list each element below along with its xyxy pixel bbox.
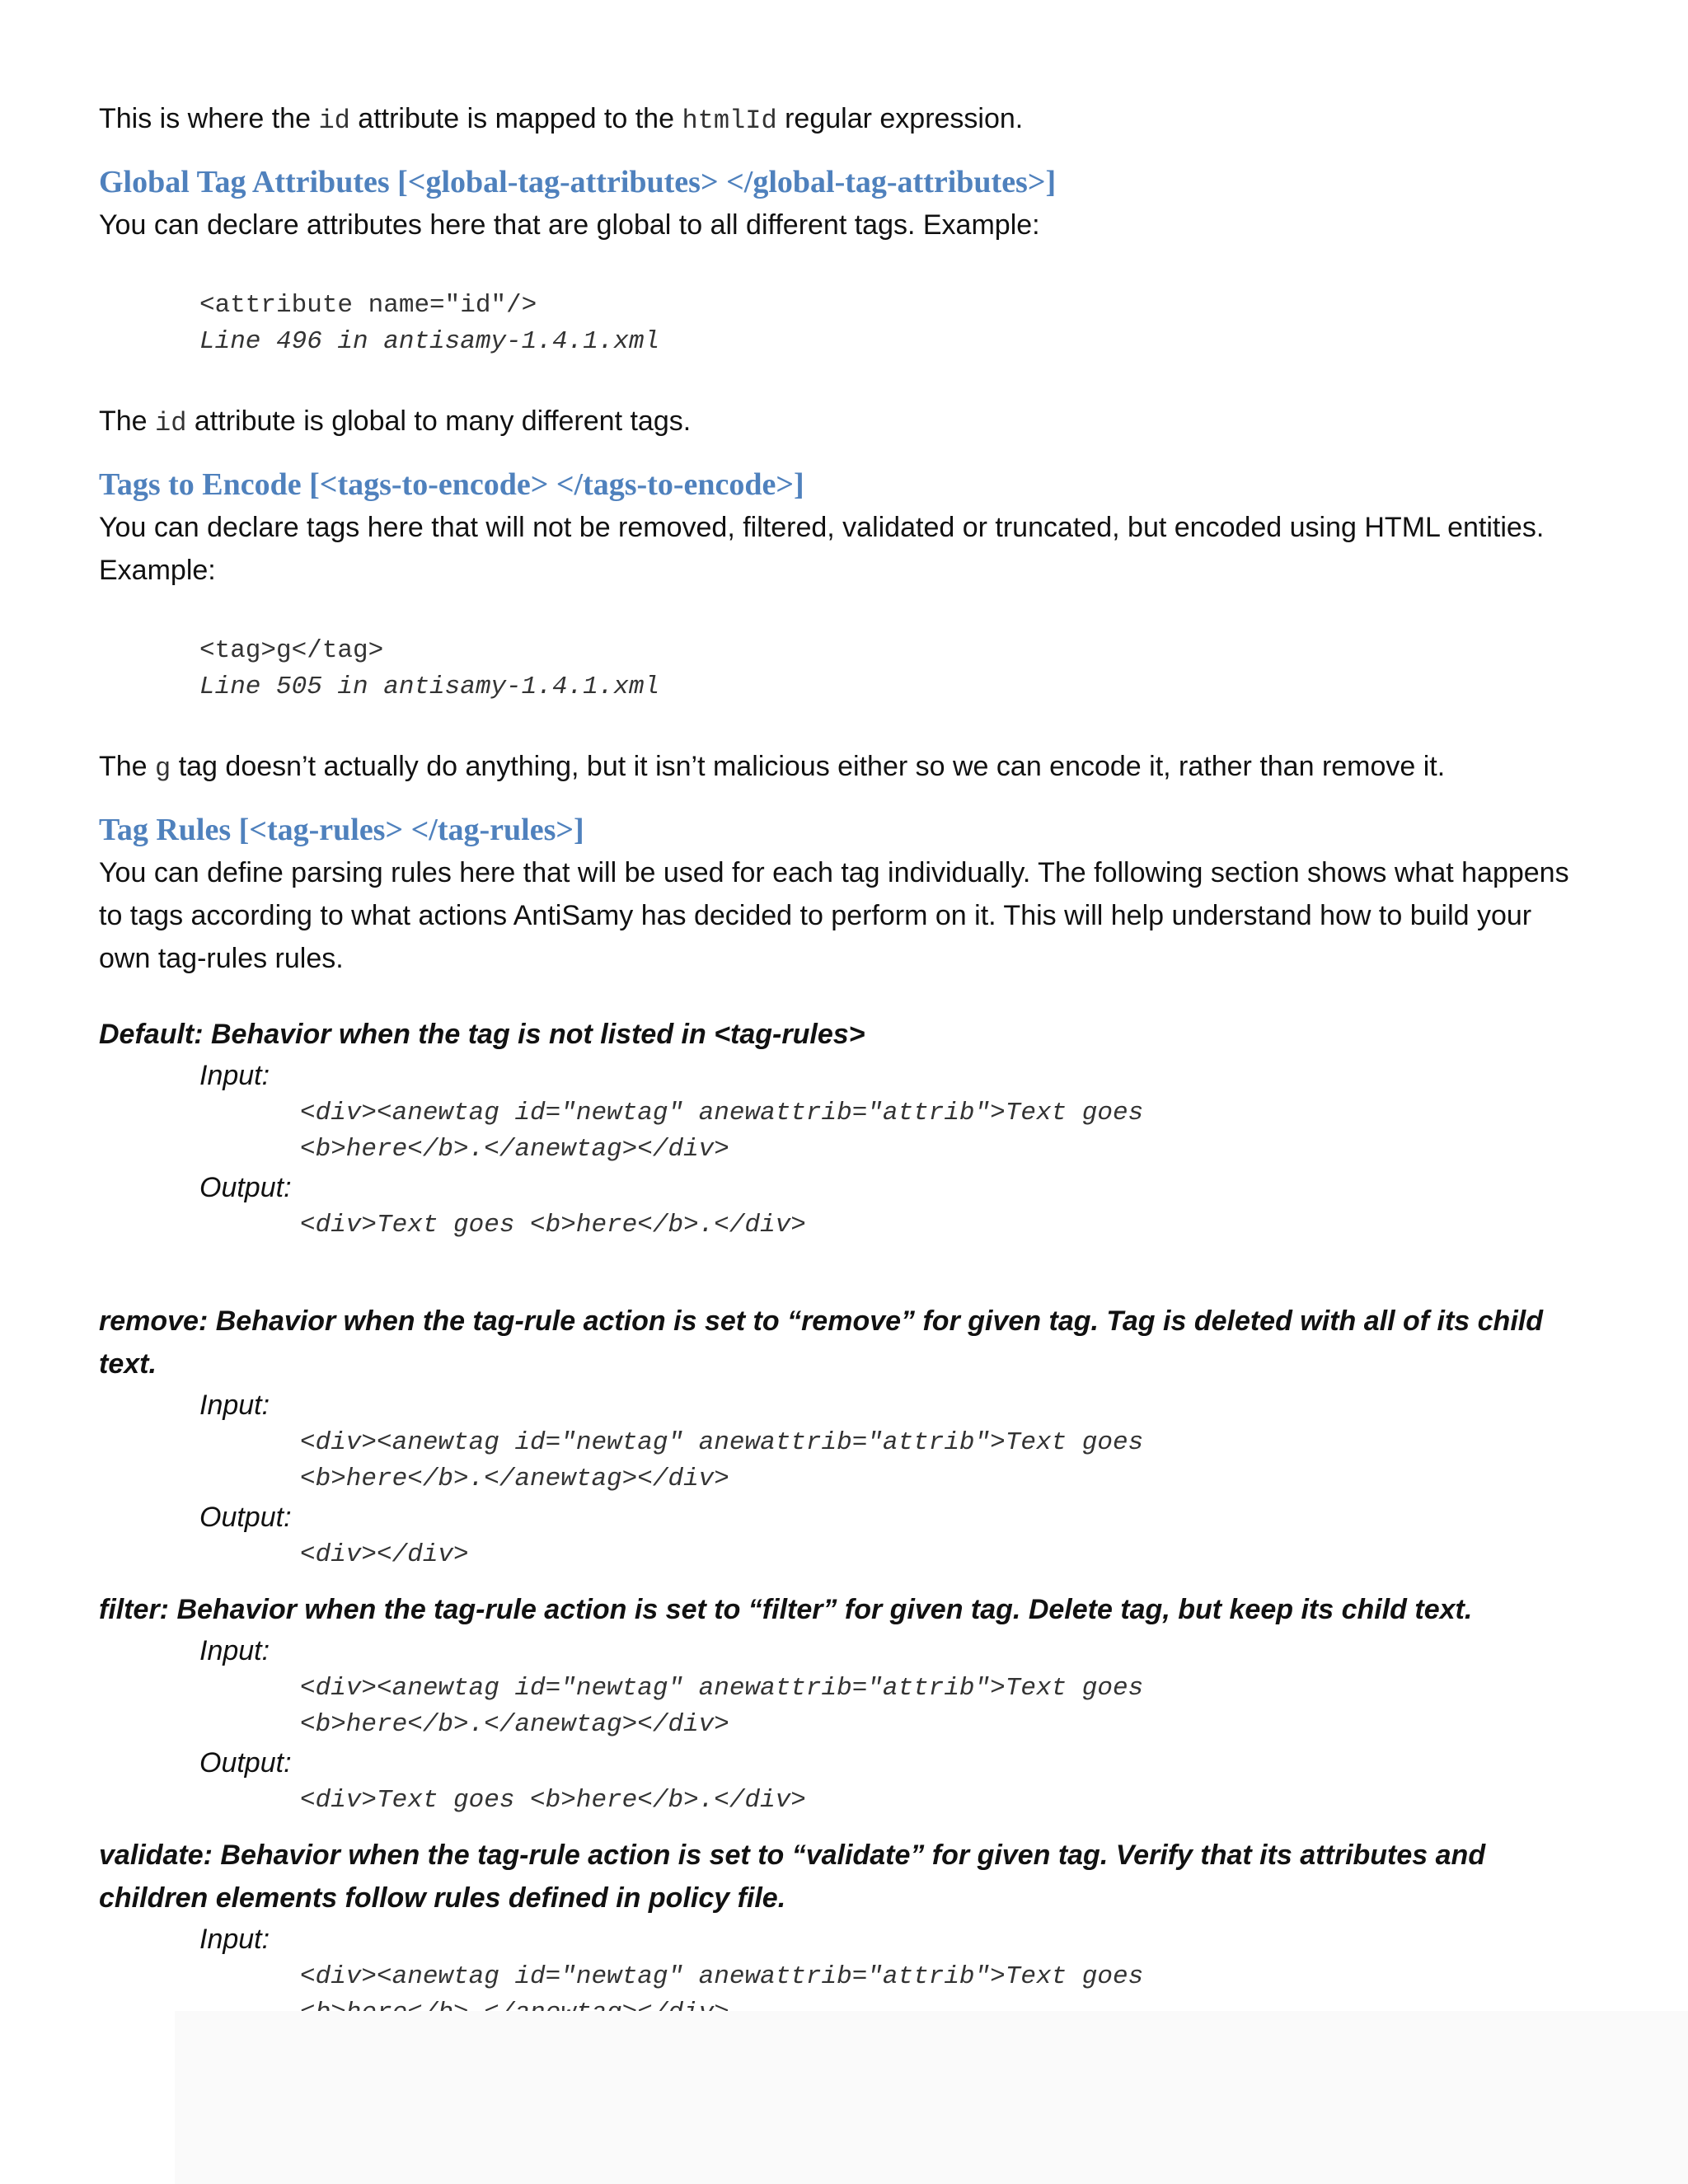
input-code-line: <b>here</b>.</anewtag></div> <box>300 1710 729 1739</box>
heading-tag-rules: Tag Rules [<tag-rules> </tag-rules>] <box>99 813 584 847</box>
input-label: Input: <box>199 1924 270 1955</box>
input-code-line: <div><anewtag id="newtag" anewattrib="attrib">Text goes <box>300 1674 1144 1703</box>
code-line: <attribute name="id"/> <box>199 291 537 320</box>
text-fragment: The <box>99 751 156 782</box>
code-line: <tag>g</tag> <box>199 636 384 665</box>
page-shade <box>175 2011 1688 2184</box>
input-code-line: <b>here</b>.</anewtag></div> <box>300 1465 729 1493</box>
global-tag-attributes-intro: You can declare attributes here that are global to all different tags. Example: <box>99 209 1040 241</box>
rule-title: remove: Behavior when the tag-rule action is set to “remove” for given tag. Tag is deleted with all of its child text. <box>99 1305 1543 1380</box>
text-fragment: attribute is global to many different tags. <box>186 405 692 437</box>
intro-paragraph <box>99 97 1589 143</box>
input-label: Input: <box>199 1635 270 1666</box>
tag-rules-intro: You can define parsing rules here that will be used for each tag individually. The following section shows what happens to tags according to what actions AntiSamy has decided to perform on it. This will help understand how to build your own tag-rules rules. <box>99 857 1569 974</box>
rule-title: validate: Behavior when the tag-rule action is set to “validate” for given tag. Verify that its attributes and children elements follow rules defined in policy file. <box>99 1840 1486 1914</box>
text-fragment: regular expression. <box>776 103 1024 134</box>
text-fragment: tag doesn’t actually do anything, but it isn’t malicious either so we can encode it, rather than remove it. <box>171 751 1446 782</box>
global-tag-attributes-note <box>99 400 1589 445</box>
output-code-line: <div></div> <box>300 1540 469 1569</box>
heading-global-tag-attributes: Global Tag Attributes [<global-tag-attributes> </global-tag-attributes>] <box>99 165 1057 199</box>
inline-code: g <box>155 753 171 784</box>
output-label: Output: <box>199 1172 292 1203</box>
output-code-line: <div>Text goes <b>here</b>.</div> <box>300 1786 806 1815</box>
code-caption: Line 496 in antisamy-1.4.1.xml <box>199 327 660 356</box>
heading-tags-to-encode: Tags to Encode [<tags-to-encode> </tags-to-encode>] <box>99 467 804 502</box>
rule-validate <box>99 1834 1589 2032</box>
input-label: Input: <box>199 1390 270 1421</box>
code-caption: Line 505 in antisamy-1.4.1.xml <box>199 673 660 701</box>
text-fragment: This is where the <box>99 103 319 134</box>
input-code-line: <div><anewtag id="newtag" anewattrib="attrib">Text goes <box>300 1099 1144 1127</box>
text-fragment: The <box>99 405 156 437</box>
text-fragment: attribute is mapped to the <box>349 103 682 134</box>
inline-code: htmlId <box>682 105 777 136</box>
rule-title: filter: Behavior when the tag-rule action is set to “filter” for given tag. Delete tag, but keep its child text. <box>99 1594 1473 1625</box>
output-label: Output: <box>199 1502 292 1533</box>
input-code-line: <div><anewtag id="newtag" anewattrib="attrib">Text goes <box>300 1428 1144 1457</box>
output-label: Output: <box>199 1747 292 1779</box>
code-example <box>199 633 1589 705</box>
output-code-line: <div>Text goes <b>here</b>.</div> <box>300 1211 806 1240</box>
rule-title: Default: Behavior when the tag is not listed in <tag-rules> <box>99 1019 865 1050</box>
rule-default <box>99 1013 1589 1244</box>
inline-code: id <box>318 105 350 136</box>
input-code-line: <b>here</b>.</anewtag></div> <box>300 1135 729 1164</box>
tags-to-encode-note <box>99 745 1589 790</box>
rule-remove <box>99 1300 1589 1573</box>
rule-filter <box>99 1588 1589 1819</box>
inline-code: id <box>155 408 187 438</box>
tags-to-encode-intro: You can declare tags here that will not be removed, filtered, validated or truncated, but encoded using HTML entities. Example: <box>99 512 1545 586</box>
input-label: Input: <box>199 1060 270 1091</box>
code-example <box>199 288 1589 360</box>
input-code-line: <div><anewtag id="newtag" anewattrib="attrib">Text goes <box>300 1962 1144 1991</box>
